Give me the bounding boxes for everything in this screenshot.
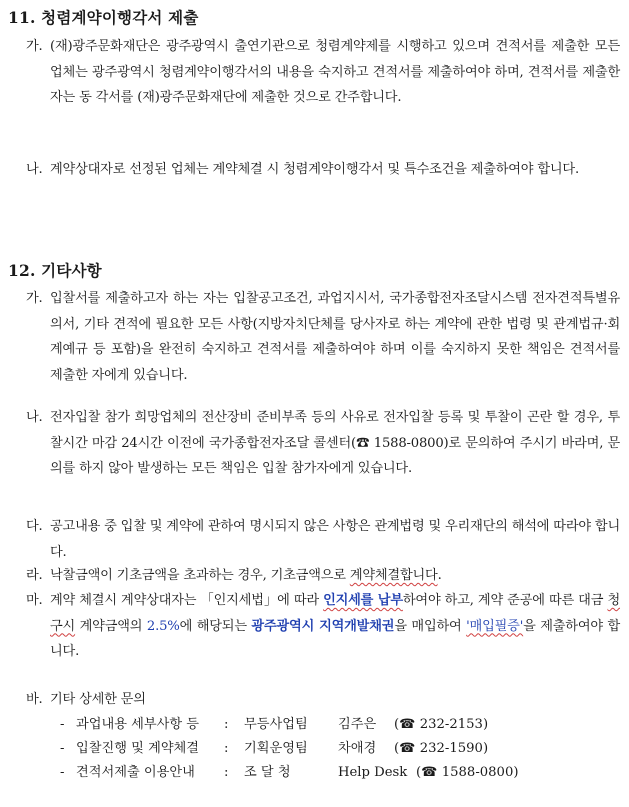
contact-row [60, 738, 488, 760]
contact-department: 조 달 청 [244, 765, 291, 780]
dash: - [60, 765, 65, 780]
colon: : [224, 717, 229, 732]
item-text: 전자입찰 참가 희망업체의 전산장비 준비부족 등의 사유로 전자입찰 등록 및 투찰이 곤란 할 경우, 투찰시간 마감 24시간 이전에 국가종합전자조달 콜센터(☎ 1588-0800)로 문의하여 주시기 바라며, 문의를 하지 않아 발생하는 모든 책임은 입찰 참가자에게 있습니다. [50, 410, 620, 476]
contact-topic: 견적서제출 이용안내 [76, 765, 195, 780]
contact-department: 기획운영팀 [244, 741, 308, 756]
item-marker: 가. [26, 39, 43, 54]
item-marker: 라. [26, 568, 43, 583]
contact-title: 기타 상세한 문의 [50, 692, 146, 707]
contact-phone: (☎ 232-2153) [394, 717, 489, 732]
spellcheck-underlined-text: 계약체결합니다 [349, 568, 438, 583]
section-11-item-na [26, 157, 620, 183]
percent-highlight: 2.5% [146, 618, 180, 634]
section-12-item-na [26, 405, 620, 482]
bond-highlight: 광주광역시 지역개발채권 [251, 618, 395, 634]
item-text [50, 588, 620, 665]
contact-department: 무등사업팀 [244, 717, 308, 732]
item-text: (재)광주문화재단은 광주광역시 출연기관으로 청렴계약제를 시행하고 있으며 견적서를 제출한 모든 업체는 광주광역시 청렴계약이행각서의 내용을 숙지하고 견적서를 제출하여야 하며, 견적서를 제출한 자는 동 각서를 (재)광주문화재단에 제출한 것으로 간주합니다. [50, 39, 620, 105]
colon: : [224, 741, 229, 756]
contact-topic: 입찰진행 및 계약체결 [76, 741, 200, 756]
section-12-item-ba [26, 687, 620, 713]
text-run: . [437, 568, 442, 583]
dash: - [60, 717, 65, 732]
section-11-item-ga [26, 34, 620, 111]
dash: - [60, 741, 65, 756]
contact-topic: 과업내용 세부사항 등 [76, 717, 200, 732]
contact-person: 차애경 [338, 741, 377, 756]
certificate-highlight: '매입필증' [466, 618, 524, 634]
contact-person: 김주은 [338, 717, 377, 732]
text-run: 하여야 하고, 계약 준공에 따른 대금 [402, 593, 608, 608]
item-marker: 마. [26, 593, 43, 608]
spellcheck-underlined-text: 청구시 [50, 593, 620, 634]
text-run: 을 제출하여야 합니다. [50, 618, 621, 659]
contact-row [60, 762, 519, 784]
section-12-item-ra [26, 563, 620, 589]
item-marker: 다. [26, 519, 43, 534]
text-run: 낙찰금액이 기초금액을 초과하는 경우, 기초금액으로 [50, 568, 350, 583]
item-marker: 바. [26, 692, 43, 707]
contact-row [60, 714, 488, 736]
item-marker: 나. [26, 410, 43, 425]
colon: : [224, 765, 229, 780]
text-run: 계약 체결시 계약상대자는 「인지세법」에 따라 [50, 593, 324, 608]
item-text: 계약상대자로 선정된 업체는 계약체결 시 청렴계약이행각서 및 특수조건을 제출하여야 합니다. [50, 162, 579, 177]
contact-person: Help Desk [338, 765, 408, 780]
section-12-heading: 12. 기타사항 [8, 261, 102, 280]
item-text [50, 563, 620, 589]
text-run: 계약금액의 [75, 618, 147, 634]
item-text: 공고내용 중 입찰 및 계약에 관하여 명시되지 않은 사항은 관계법령 및 우리재단의 해석에 따라야 합니다. [50, 519, 620, 560]
item-text: 입찰서를 제출하고자 하는 자는 입찰공고조건, 과업지시서, 국가종합전자조달시스템 전자견적특별유의서, 기타 견적에 필요한 모든 사항(지방자치단체를 당사자로 하는 계약에 관한 법령 및 관계법규·회계예규 등 포함)을 완전히 숙지하고 견적서를 제출하여야 하며 이를 숙지하지 못한 책임은 견적서를 제출한 자에게 있습니다. [50, 291, 620, 383]
section-12-item-da [26, 514, 620, 565]
section-12-item-ma [26, 588, 620, 665]
section-11-heading: 11. 청렴계약이행각서 제출 [8, 8, 199, 27]
item-marker: 가. [26, 291, 43, 306]
text-run: 에 해당되는 [179, 618, 252, 634]
section-12-item-ga [26, 286, 620, 388]
item-marker: 나. [26, 162, 43, 177]
text-run: 을 매입하여 [394, 618, 467, 634]
stamp-tax-highlight: 인지세를 납부 [323, 593, 403, 608]
contact-phone: (☎ 232-1590) [394, 741, 489, 756]
contact-phone: (☎ 1588-0800) [416, 765, 519, 780]
